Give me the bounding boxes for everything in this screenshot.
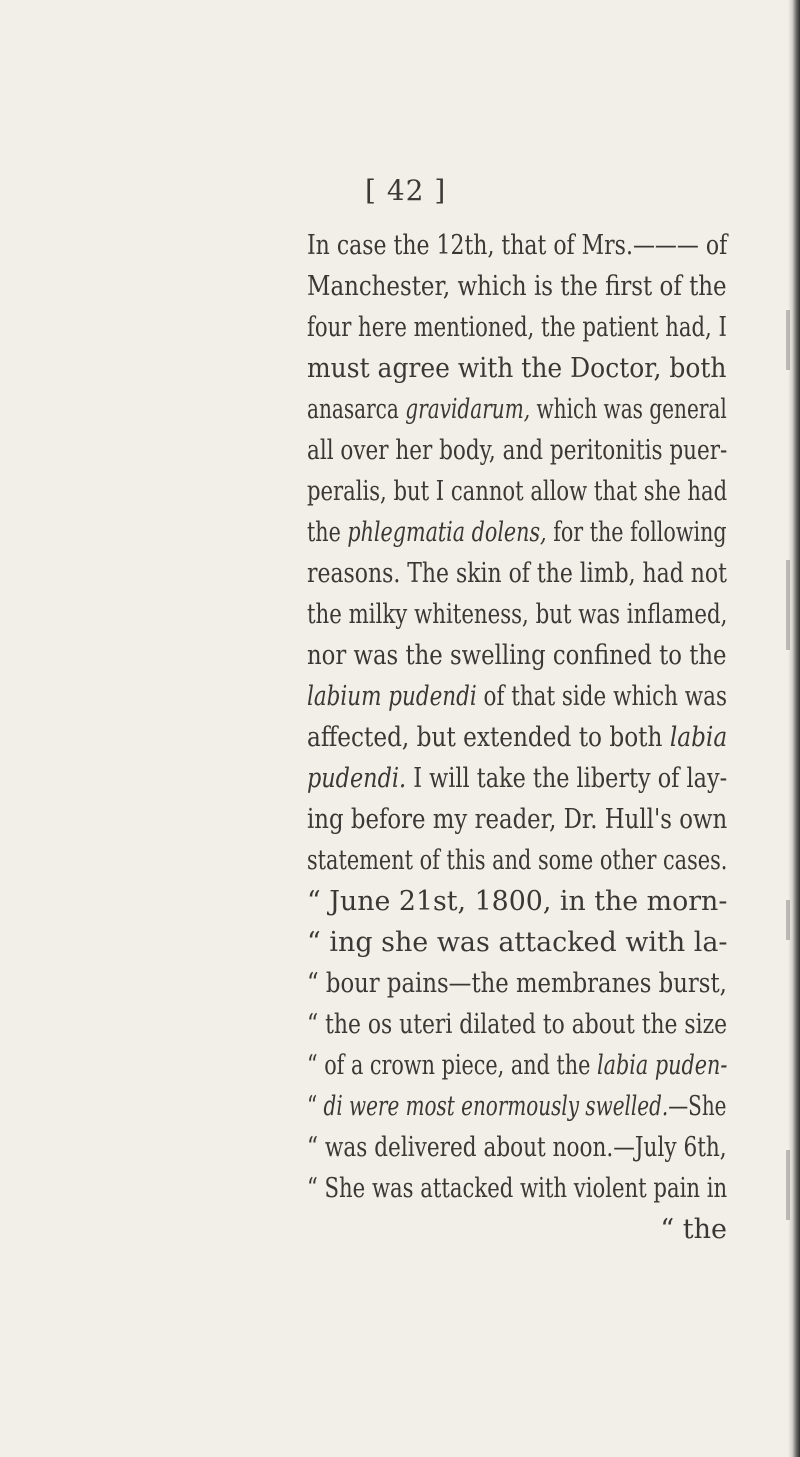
text-line: peralis, but I cannot allow that she had [307,476,728,507]
text-line: In case the 12th, that of Mrs.——— of [307,230,728,261]
text-line: ing before my reader, Dr. Hull's own [307,804,728,835]
text-line: “ of a crown piece, and the labia puden- [307,1050,728,1081]
text-line: “ June 21st, 1800, in the morn- [307,886,728,917]
text-line: labium pudendi of that side which was [307,681,727,712]
text-line: anasarca gravidarum, which was general [307,394,727,425]
text-line: “ di were most enormously swelled.—She [307,1091,727,1122]
text-line: “ bour pains—the membranes burst, [307,968,727,999]
text-line: the milky whiteness, but was inflamed, [307,599,728,630]
text-line: pudendi. I will take the liberty of lay- [307,763,728,794]
text-line: all over her body, and peritonitis puer- [307,435,728,466]
text-line: reasons. The skin of the limb, had not [307,558,727,589]
edge-mark [786,900,790,940]
text-line: statement of this and some other cases. [307,845,728,876]
catchword: “ the [660,1214,727,1245]
text-line: “ She was attacked with violent pain in [307,1173,728,1204]
text-line: the phlegmatia dolens, for the following [307,517,727,548]
edge-mark [786,1150,790,1220]
text-line: affected, but extended to both labia [307,722,728,753]
text-line: four here mentioned, the patient had, I [307,312,727,343]
page-edge-shadow [788,0,800,1457]
text-line: must agree with the Doctor, both [307,353,727,384]
page-number-header: [ 42 ] [365,174,447,207]
text-line: nor was the swelling confined to the [307,640,727,671]
text-line: “ ing she was attacked with la- [307,927,728,958]
text-line: Manchester, which is the first of the [307,271,727,302]
edge-mark [786,310,790,370]
edge-mark [786,560,790,650]
text-line: “ the os uteri dilated to about the size [307,1009,728,1040]
text-line: “ was delivered about noon.—July 6th, [307,1132,727,1163]
